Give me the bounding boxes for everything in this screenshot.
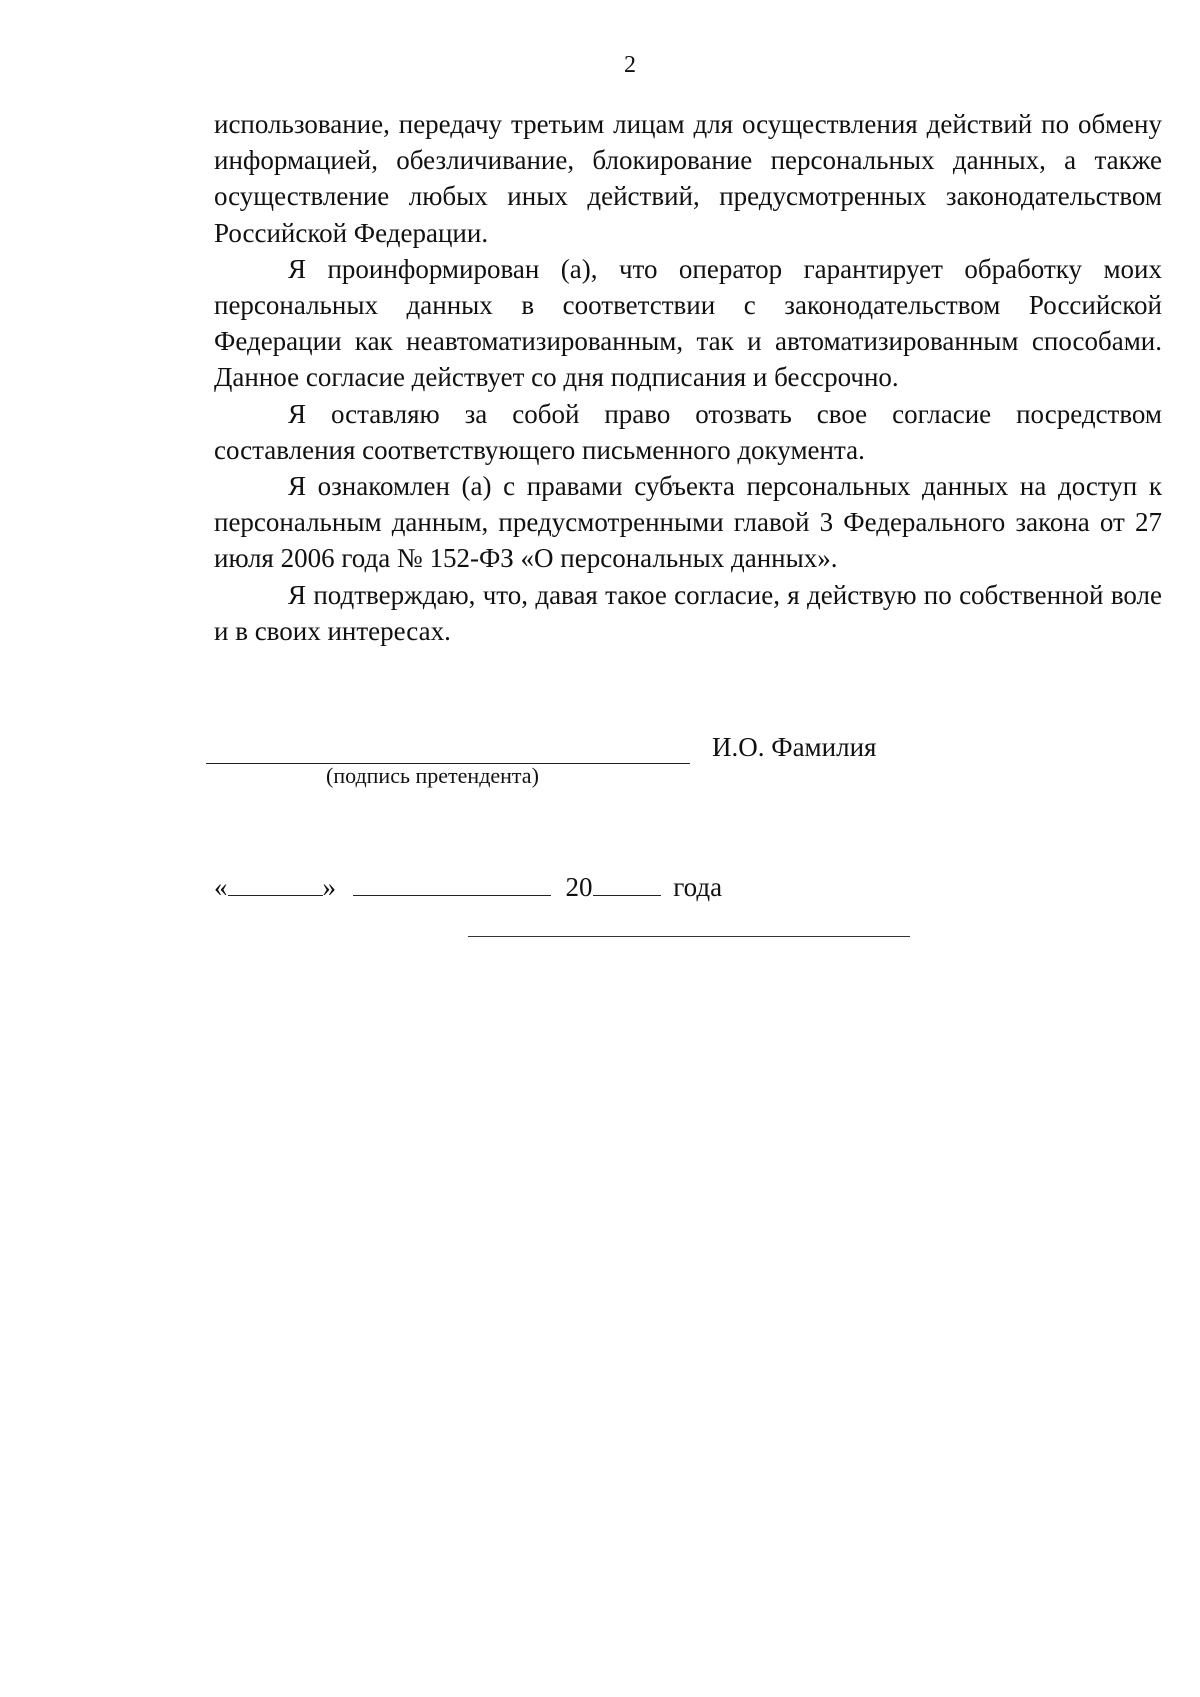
month-blank <box>353 875 551 896</box>
date-open-quote: « <box>214 872 228 902</box>
year-word: года <box>673 872 723 902</box>
year-century: 20 <box>565 872 593 902</box>
page-number: 2 <box>624 52 636 78</box>
paragraph-continuation: использование, передачу третьим лицам для осуществления действий по обмену информацией, обезличивание, блокирование персональных данных, а также осуществление любых иных действий, предусмотренных законодательством Российской Федерации. <box>214 109 1162 248</box>
date-close-quote: » <box>322 872 336 902</box>
year-blank <box>593 875 661 896</box>
date-row <box>214 869 722 905</box>
paragraph-processing-guarantee: Я проинформирован (а), что оператор гарантирует обработку моих персональных данных в соответствии с законодательством Российской Федерации как неавтоматизированным, так и автоматизированным способами. Данное согласие действует со дня подписания и бессрочно. <box>214 253 1162 393</box>
day-blank <box>228 875 323 896</box>
bottom-rule <box>468 936 910 937</box>
paragraph-free-will: Я подтверждаю, что, давая такое согласие, я действую по собственной воле и в своих интересах. <box>214 579 1162 646</box>
signatory-name: И.О. Фамилия <box>712 732 877 762</box>
document-body <box>214 106 1162 649</box>
signature-caption: (подпись претендента) <box>326 763 539 788</box>
paragraph-subject-rights: Я ознакомлен (а) с правами субъекта персональных данных на доступ к персональным данным, предусмотренными главой 3 Федерального закона от 27 июля 2006 года № 152-ФЗ «О персональных данных». <box>214 471 1162 574</box>
paragraph-consent-revocation: Я оставляю за собой право отозвать свое согласие посредством составления соответствующего письменного документа. <box>214 398 1162 465</box>
